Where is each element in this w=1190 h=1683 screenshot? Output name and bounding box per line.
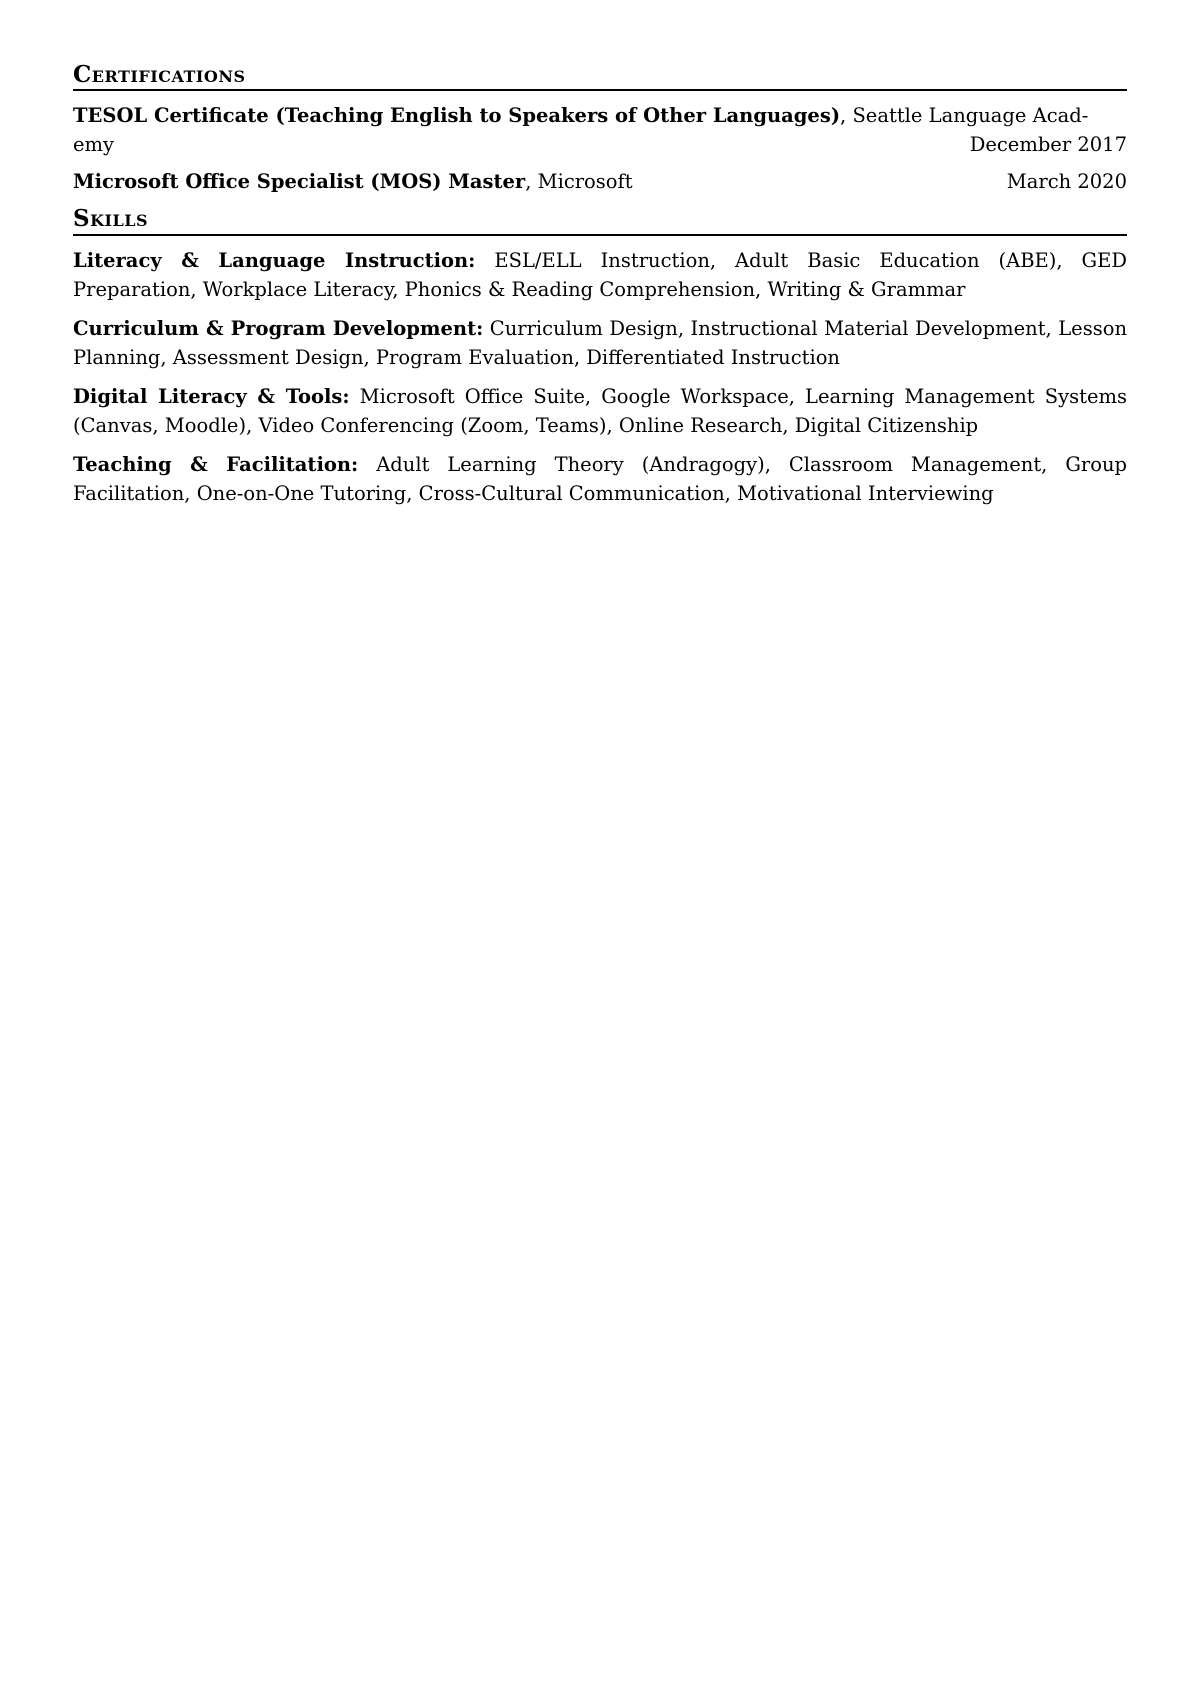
certification-title-line: Microsoft Office Specialist (MOS) Master, Microsoft March 2020	[73, 167, 1127, 196]
certification-date: March 2020	[1006, 170, 1127, 194]
certification-issuer: Microsoft	[537, 170, 633, 194]
skill-category: Literacy & Language Instruction:	[73, 248, 476, 272]
certification-title-line: TESOL Certificate (Teaching English to Speakers of Other Languages), Seattle Language Acad-	[73, 104, 1089, 128]
skill-item	[73, 382, 1127, 440]
certifications-section	[73, 62, 1127, 196]
skill-list: Curriculum Design, Instructional Material Development, Lesson Planning, Assessment Design, Program Evaluation, Differentiated Instruction	[73, 316, 1128, 369]
skill-item	[73, 246, 1127, 304]
resume-page	[73, 62, 1127, 518]
skill-list: Adult Learning Theory (Andragogy), Classroom Management, Group Facilitation, One-on-One Tutoring, Cross-Cultural Communication, Motivational Interviewing	[73, 452, 1127, 505]
skill-category: Curriculum & Program Development:	[73, 316, 484, 340]
certification-title: TESOL Certificate (Teaching English to Speakers of Other Languages)	[73, 104, 841, 128]
skill-category: Digital Literacy & Tools:	[73, 384, 350, 408]
certification-date: December 2017	[969, 133, 1127, 157]
certifications-heading: Certifications	[73, 62, 1127, 91]
skill-list: Microsoft Office Suite, Google Workspace, Learning Management Systems (Canvas, Moodle), Video Conferencing (Zoom, Teams), Online Research, Digital Citizenship	[73, 384, 1127, 437]
certification-issuer-continued: emy	[73, 133, 115, 157]
skills-heading: Skills	[73, 206, 1127, 235]
skill-category: Teaching & Facilitation:	[73, 452, 359, 476]
certification-title: Microsoft Office Specialist (MOS) Master	[73, 170, 526, 194]
certification-item	[73, 101, 1127, 159]
skill-item	[73, 314, 1127, 372]
skills-section	[73, 206, 1127, 507]
certification-item	[73, 167, 1127, 196]
skill-list: ESL/ELL Instruction, Adult Basic Education (ABE), GED Preparation, Workplace Literacy, Phonics & Reading Comprehension, Writing & Grammar	[73, 248, 1127, 301]
certification-second-line	[73, 130, 1127, 159]
certification-issuer: Seattle Language Acad-	[852, 104, 1089, 128]
skill-item	[73, 450, 1127, 508]
